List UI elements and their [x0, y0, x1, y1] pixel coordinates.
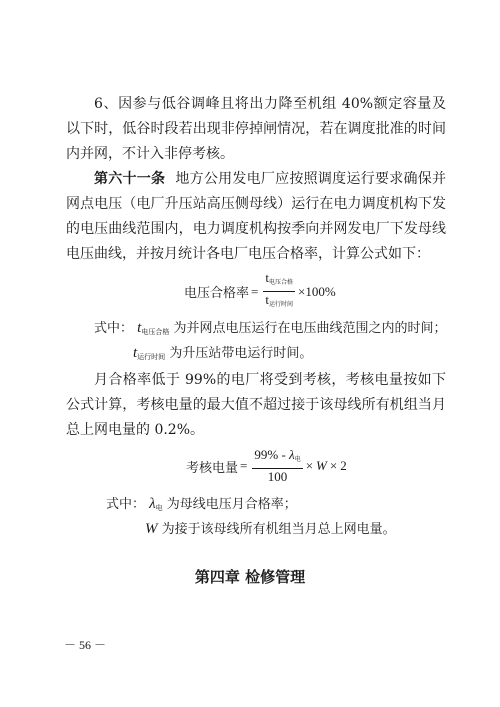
fraction-denominator	[263, 292, 295, 312]
explain-prefix: 式中：	[94, 321, 134, 336]
explain-desc: 为并网点电压运行在电压曲线范围之内的时间；	[173, 321, 447, 336]
explain2-line2	[145, 519, 396, 540]
explain1-line2	[133, 343, 312, 367]
numerator-text: 99% -	[254, 447, 290, 462]
numerator-lambda: λ	[289, 447, 295, 462]
explain2-line1	[106, 494, 297, 518]
numerator-sub: 电	[294, 456, 301, 463]
page-number: － 56 －	[64, 638, 107, 652]
var-t-run-sub: 运行时间	[137, 353, 166, 361]
paragraph-item-6: 6、因参与低谷调峰且将出力降至机组 40%额定容量及以下时，低谷时段若出现非停掉闸情况，若在调度批准的时间内并网，不计入非停考核。	[66, 96, 446, 162]
assessment-energy-formula	[186, 448, 347, 484]
explain-desc: 为母线电压月合格率；	[166, 497, 297, 512]
times-sign: ×	[329, 458, 338, 473]
article-body: 地方公用发电厂应按照调度运行要求确保并网点电压（电厂升压站高压侧母线）运行在电力调度机构下发的电压曲线范围内，电力调度机构按季向并网发电厂下发母线电压曲线，并按月统计各电厂电压合格率，计算公式如下：	[66, 171, 447, 262]
formula-fraction	[263, 271, 295, 312]
explain-prefix: 式中：	[106, 497, 146, 512]
paragraph-assessment: 月合格率低于 99%的电厂将受到考核，考核电量按如下公式计算，考核电量的最大值不超过接于该母线所有机组当月总上网电量的 0.2%。	[66, 372, 446, 438]
equals-sign: =	[240, 458, 248, 473]
formula-fraction	[252, 448, 302, 484]
equals-sign: =	[251, 283, 259, 299]
paragraph-article-61	[66, 167, 446, 267]
fraction-numerator	[263, 271, 295, 292]
explain1-line1	[94, 318, 446, 342]
numerator-sub: 电压合格	[268, 279, 293, 286]
times-sign: ×	[298, 283, 306, 299]
fraction-numerator	[252, 448, 302, 469]
explain-desc: 为接于该母线所有机组当月总上网电量。	[161, 522, 396, 537]
constant-two: 2	[340, 458, 347, 473]
var-w: W	[145, 521, 158, 537]
var-t-pass: t	[137, 320, 142, 336]
denominator-sub: 运行时间	[268, 301, 293, 308]
times-sign: ×	[305, 458, 314, 473]
var-lambda: λ	[149, 496, 156, 512]
denominator-var: t	[265, 292, 269, 307]
chapter-title: 第四章 检修管理	[194, 568, 306, 586]
formula-lhs: 考核电量	[186, 460, 239, 476]
voltage-pass-rate-formula	[184, 271, 336, 312]
var-w: W	[316, 458, 327, 473]
explain-desc: 为升压站带电运行时间。	[169, 346, 313, 361]
percent-value: 100%	[305, 283, 336, 299]
var-t-pass-sub: 电压合格	[141, 328, 170, 336]
numerator-var: t	[265, 270, 269, 285]
var-t-run: t	[133, 345, 138, 361]
article-heading: 第六十一条	[94, 171, 166, 187]
formula-lhs: 电压合格率	[184, 286, 250, 301]
var-lambda-sub: 电	[155, 504, 163, 512]
fraction-denominator: 100	[267, 469, 288, 484]
